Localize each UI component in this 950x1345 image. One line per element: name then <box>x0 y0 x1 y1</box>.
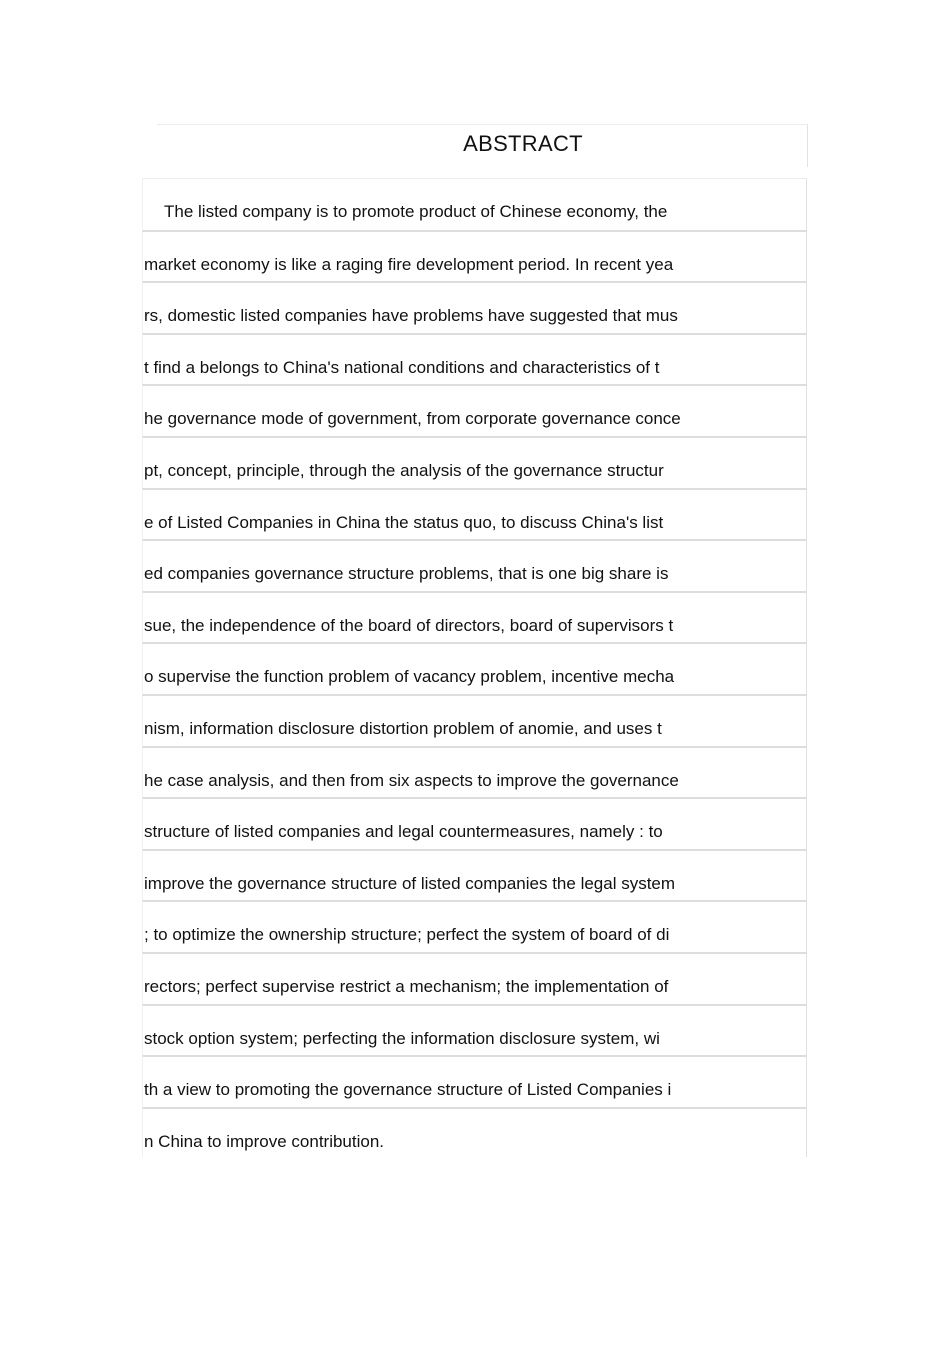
text-line <box>142 642 807 694</box>
text-line <box>142 436 807 488</box>
text-line <box>142 952 807 1004</box>
text-line-content: o supervise the function problem of vacancy problem, incentive mecha <box>144 667 675 687</box>
text-line-content: structure of listed companies and legal countermeasures, namely : to <box>144 822 663 842</box>
text-line-content: improve the governance structure of listed companies the legal system <box>144 873 676 893</box>
text-line-content: t find a belongs to China's national conditions and characteristics of t <box>144 357 660 377</box>
text-line <box>142 900 807 952</box>
text-line-content: he case analysis, and then from six aspects to improve the governance <box>144 770 679 790</box>
text-line-content: e of Listed Companies in China the status quo, to discuss China's list <box>144 512 664 532</box>
text-line <box>142 1055 807 1107</box>
text-line-content: rs, domestic listed companies have problems have suggested that mus <box>144 306 678 326</box>
text-line <box>142 1004 807 1056</box>
text-line-content: sue, the independence of the board of directors, board of supervisors t <box>144 615 674 635</box>
text-line <box>142 384 807 436</box>
text-line <box>142 230 807 282</box>
text-line-content: market economy is like a raging fire development period. In recent yea <box>144 254 674 274</box>
text-line <box>142 746 807 798</box>
text-line-content: he governance mode of government, from corporate governance conce <box>144 409 681 429</box>
text-line-content: The listed company is to promote product of Chinese economy, the <box>164 202 668 221</box>
text-line-content: n China to improve contribution. <box>144 1131 385 1151</box>
text-line <box>142 1107 807 1157</box>
text-line <box>142 849 807 901</box>
text-line <box>142 797 807 849</box>
text-line-content: rectors; perfect supervise restrict a mechanism; the implementation of <box>144 976 669 996</box>
text-line-content: th a view to promoting the governance structure of Listed Companies i <box>144 1080 672 1100</box>
text-line <box>142 539 807 591</box>
text-line <box>142 178 807 230</box>
text-line <box>142 591 807 643</box>
text-line-content: stock option system; perfecting the information disclosure system, wi <box>144 1028 660 1048</box>
text-line <box>142 333 807 385</box>
text-line-content: ; to optimize the ownership structure; perfect the system of board of di <box>144 925 670 945</box>
abstract-title: ABSTRACT <box>463 131 583 156</box>
abstract-body <box>142 178 807 1157</box>
text-line <box>142 694 807 746</box>
text-line-content: ed companies governance structure problems, that is one big share is <box>144 564 669 584</box>
text-line <box>142 281 807 333</box>
text-line-content: nism, information disclosure distortion problem of anomie, and uses t <box>144 718 662 738</box>
text-line <box>142 488 807 540</box>
text-line-content: pt, concept, principle, through the analysis of the governance structur <box>144 460 664 480</box>
